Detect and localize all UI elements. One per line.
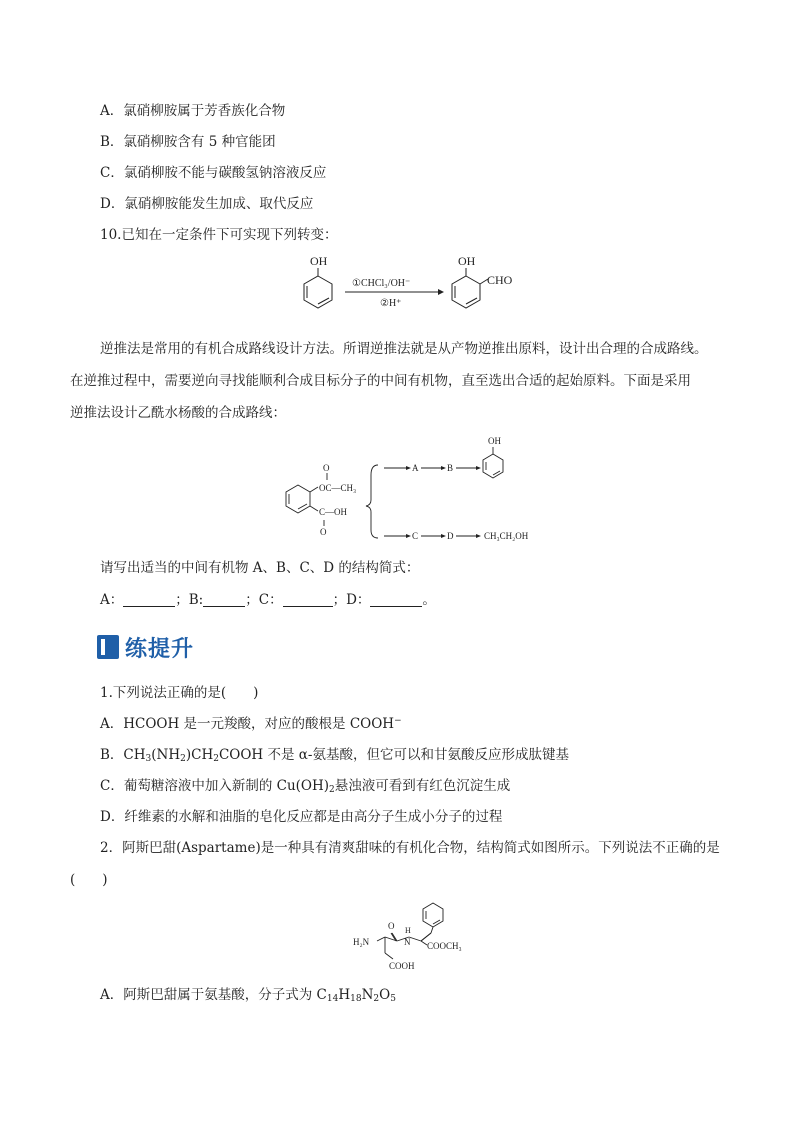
answer-label-c: ；C： — [245, 592, 283, 608]
answer-blank-d[interactable] — [370, 592, 422, 607]
q10-answer-line — [100, 590, 436, 610]
aspartame-structure-diagram — [345, 895, 485, 985]
q10-paragraph-line-3: 逆推法设计乙酰水杨酸的合成路线： — [70, 405, 286, 421]
q1-option-a: A．HCOOH 是一元羧酸，对应的酸根是 COOH− — [100, 716, 402, 732]
intermediate-b: B — [447, 463, 454, 473]
answer-label-a: A： — [100, 592, 124, 608]
q1-stem: 1.下列说法正确的是( ) — [100, 685, 259, 701]
section-heading — [97, 631, 194, 663]
ester-group: OC—CH₃ — [319, 483, 357, 493]
aspartame-amide-n: N — [404, 937, 411, 947]
q10-stem: 10.已知在一定条件下可实现下列转变： — [100, 227, 338, 243]
answer-label-d: ；D： — [332, 592, 371, 608]
q1-option-b: B．$CH_3(NH_2)CH_2COOH$ 不是 α-氨基酸，但它可以和甘氨酸反应形成肽键基 — [100, 747, 569, 764]
salicylaldehyde-structure — [452, 268, 488, 308]
aspartame-amine: H₂N — [353, 937, 370, 947]
intermediate-d: D — [447, 531, 454, 541]
section-title: 练提升 — [125, 636, 195, 662]
condition-top: ①CHCl₃/OH⁻ — [352, 278, 411, 289]
answer-blank-a[interactable] — [123, 592, 175, 607]
product-cho-label: CHO — [487, 273, 513, 287]
intermediate-a: A — [412, 463, 419, 473]
answer-label-b: ；B: — [175, 592, 204, 608]
q2-stem-line-1: 2．阿斯巴甜(Aspartame)是一种具有清爽甜味的有机化合物，结构简式如图所示。下列说法不正确的是 — [100, 840, 720, 856]
q1-option-c: C．葡萄糖溶液中加入新制的 $Cu(OH)_2$悬浊液可看到有红色沉淀生成 — [100, 778, 511, 795]
aspartame-ester: COOCH₃ — [427, 941, 462, 951]
acid-carbonyl-o: O — [320, 527, 327, 537]
q10-question: 请写出适当的中间有机物 A、B、C、D 的结构简式： — [100, 560, 420, 576]
book-icon — [97, 635, 119, 659]
q9-option-d: D．氯硝柳胺能发生加成、取代反应 — [100, 196, 314, 212]
ethanol-label: CH₃CH₂OH — [484, 531, 529, 541]
aspirin-ring — [286, 465, 378, 538]
aspartame-amide-h: H — [405, 926, 411, 935]
q9-option-a: A．氯硝柳胺属于芳香族化合物 — [100, 103, 286, 119]
phenol-reaction-diagram — [290, 248, 530, 328]
phenol-oh-label: OH — [488, 436, 501, 446]
intermediate-c: C — [412, 531, 419, 541]
q10-paragraph-line-1: 逆推法是常用的有机合成路线设计方法。所谓逆推法就是从产物逆推出原料，设计出合理的合成路线。 — [100, 341, 708, 357]
answer-blank-c[interactable] — [283, 592, 333, 607]
answer-end-mark: 。 — [422, 592, 436, 608]
ester-carbonyl-o: O — [323, 463, 330, 473]
phenol-start-structure — [483, 447, 503, 478]
q2-option-a: A．阿斯巴甜属于氨基酸，分子式为 $C_{14}H_{18}N_2O_5$ — [100, 987, 396, 1004]
q1-option-d: D．纤维素的水解和油脂的皂化反应都是由高分子生成小分子的过程 — [100, 809, 503, 825]
aspartame-carbonyl-o: O — [388, 921, 395, 931]
phenol-structure — [304, 268, 332, 308]
aspartame-acid: COOH — [389, 961, 415, 971]
product-oh-label: OH — [458, 254, 476, 268]
reactant-oh-label: OH — [310, 254, 328, 268]
aspirin-synthesis-scheme — [276, 430, 546, 550]
condition-bottom: ②H⁺ — [380, 298, 402, 309]
q9-option-c: C．氯硝柳胺不能与碳酸氢钠溶液反应 — [100, 165, 327, 181]
answer-blank-b[interactable] — [203, 592, 245, 607]
q2-stem-line-2: ( ) — [70, 872, 108, 888]
q10-paragraph-line-2: 在逆推过程中，需要逆向寻找能顺利合成目标分子的中间有机物，直至选出合适的起始原料。下面是采用 — [70, 373, 691, 389]
acid-group: C—OH — [319, 507, 348, 517]
q9-option-b: B．氯硝柳胺含有 5 种官能团 — [100, 134, 276, 150]
